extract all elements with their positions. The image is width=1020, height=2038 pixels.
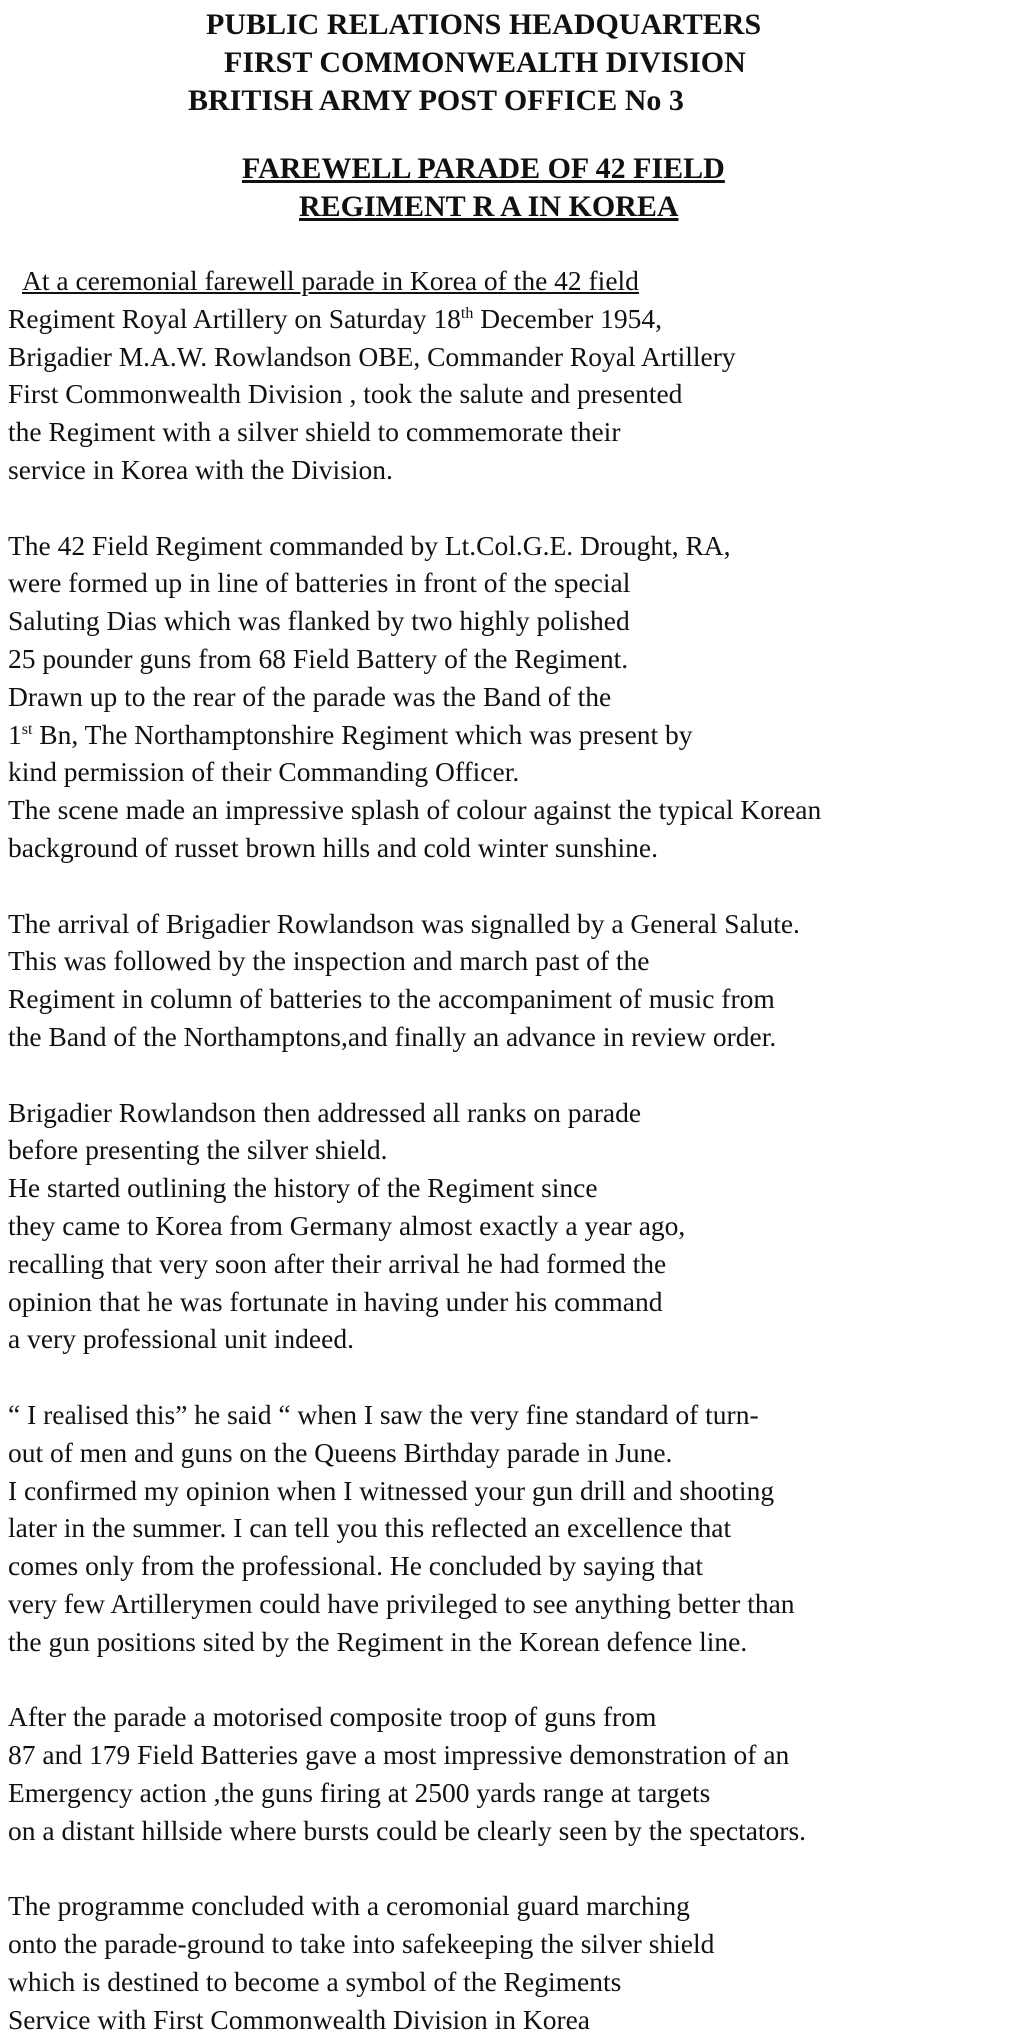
paragraph-6 bbox=[8, 1698, 1012, 1849]
paragraph-line: kind permission of their Commanding Officer. bbox=[8, 756, 520, 788]
paragraph-line: the gun positions sited by the Regiment in the Korean defence line. bbox=[8, 1625, 748, 1657]
paragraph-5 bbox=[8, 1396, 1012, 1661]
paragraph-line: very few Artillerymen could have privileged to see anything better than bbox=[8, 1587, 795, 1619]
paragraph-line: opinion that he was fortunate in having under his command bbox=[8, 1285, 663, 1317]
paragraph-line: He started outlining the history of the Regiment since bbox=[8, 1172, 598, 1204]
document-body bbox=[8, 262, 1012, 2038]
paragraph-line: 87 and 179 Field Batteries gave a most impressive demonstration of an bbox=[8, 1739, 790, 1771]
paragraph-line: This was followed by the inspection and march past of the bbox=[8, 945, 650, 977]
paragraph-line: Drawn up to the rear of the parade was the Band of the bbox=[8, 680, 612, 712]
paragraph-line: Service with First Commonwealth Division in Korea bbox=[8, 2003, 591, 2035]
paragraph-line bbox=[8, 262, 1012, 300]
paragraph-line: before presenting the silver shield. bbox=[8, 1134, 388, 1166]
paragraph-line: Brigadier M.A.W. Rowlandson OBE, Commander Royal Artillery bbox=[8, 340, 736, 372]
paragraph-line: background of russet brown hills and cold winter sunshine. bbox=[8, 831, 658, 863]
letterhead bbox=[0, 6, 1020, 120]
paragraph-2 bbox=[8, 527, 1012, 867]
paragraph-1 bbox=[8, 262, 1012, 489]
paragraph-line: The 42 Field Regiment commanded by Lt.Col.G.E. Drought, RA, bbox=[8, 529, 731, 561]
paragraph-line: Brigadier Rowlandson then addressed all ranks on parade bbox=[8, 1096, 642, 1128]
paragraph-line: Saluting Dias which was flanked by two highly polished bbox=[8, 605, 630, 637]
paragraph-line: The scene made an impressive splash of colour against the typical Korean bbox=[8, 794, 822, 826]
letterhead-line-2: FIRST COMMONWEALTH DIVISION bbox=[224, 46, 746, 79]
title-line-2: REGIMENT R A IN KOREA bbox=[299, 190, 679, 223]
paragraph-line: service in Korea with the Division. bbox=[8, 453, 393, 485]
paragraph-line: out of men and guns on the Queens Birthday parade in June. bbox=[8, 1436, 673, 1468]
paragraph-line: the Band of the Northamptons,and finally an advance in review order. bbox=[8, 1020, 777, 1052]
paragraph-line: Emergency action ,the guns firing at 2500 yards range at targets bbox=[8, 1776, 711, 1808]
document-title bbox=[0, 150, 1020, 226]
paragraph-line: a very professional unit indeed. bbox=[8, 1323, 354, 1355]
title-line-1: FAREWELL PARADE OF 42 FIELD bbox=[242, 152, 725, 185]
text-run: 1 bbox=[8, 718, 22, 750]
paragraph-line: recalling that very soon after their arrival he had formed the bbox=[8, 1247, 667, 1279]
paragraph-line bbox=[8, 716, 1012, 754]
paragraph-line: on a distant hillside where bursts could be clearly seen by the spectators. bbox=[8, 1814, 807, 1846]
paragraph-line: onto the parade-ground to take into safekeeping the silver shield bbox=[8, 1928, 715, 1960]
paragraph-line: later in the summer. I can tell you this reflected an excellence that bbox=[8, 1512, 732, 1544]
paragraph-3 bbox=[8, 905, 1012, 1056]
text-run: Bn, The Northamptonshire Regiment which was present by bbox=[32, 718, 693, 750]
letterhead-line-1: PUBLIC RELATIONS HEADQUARTERS bbox=[206, 8, 762, 41]
paragraph-7 bbox=[8, 1887, 1012, 2038]
paragraph-4 bbox=[8, 1094, 1012, 1359]
paragraph-line: were formed up in line of batteries in front of the special bbox=[8, 567, 631, 599]
paragraph-line: comes only from the professional. He concluded by saying that bbox=[8, 1550, 703, 1582]
paragraph-line: I confirmed my opinion when I witnessed your gun drill and shooting bbox=[8, 1474, 775, 1506]
text-run: Regiment Royal Artillery on Saturday 18 bbox=[8, 302, 461, 334]
paragraph-line: First Commonwealth Division , took the salute and presented bbox=[8, 378, 683, 410]
letterhead-line-3: BRITISH ARMY POST OFFICE No 3 bbox=[188, 84, 684, 117]
paragraph-line: the Regiment with a silver shield to commemorate their bbox=[8, 416, 621, 448]
text-run: December 1954, bbox=[473, 302, 662, 334]
paragraph-line: they came to Korea from Germany almost exactly a year ago, bbox=[8, 1209, 686, 1241]
paragraph-line: The arrival of Brigadier Rowlandson was signalled by a General Salute. bbox=[8, 907, 800, 939]
paragraph-line: 25 pounder guns from 68 Field Battery of the Regiment. bbox=[8, 642, 629, 674]
paragraph-line: “ I realised this” he said “ when I saw the very fine standard of turn- bbox=[8, 1398, 759, 1430]
ordinal-suffix: th bbox=[460, 304, 474, 322]
paragraph-line: The programme concluded with a ceromonial guard marching bbox=[8, 1890, 690, 1922]
paragraph-line: Regiment in column of batteries to the accompaniment of music from bbox=[8, 983, 775, 1015]
underlined-text: At a ceremonial farewell parade in Korea of the 42 field bbox=[22, 265, 639, 296]
paragraph-line: After the parade a motorised composite troop of guns from bbox=[8, 1701, 657, 1733]
paragraph-line: which is destined to become a symbol of the Regiments bbox=[8, 1965, 622, 1997]
paragraph-line bbox=[8, 300, 1012, 338]
ordinal-suffix: st bbox=[21, 720, 33, 738]
